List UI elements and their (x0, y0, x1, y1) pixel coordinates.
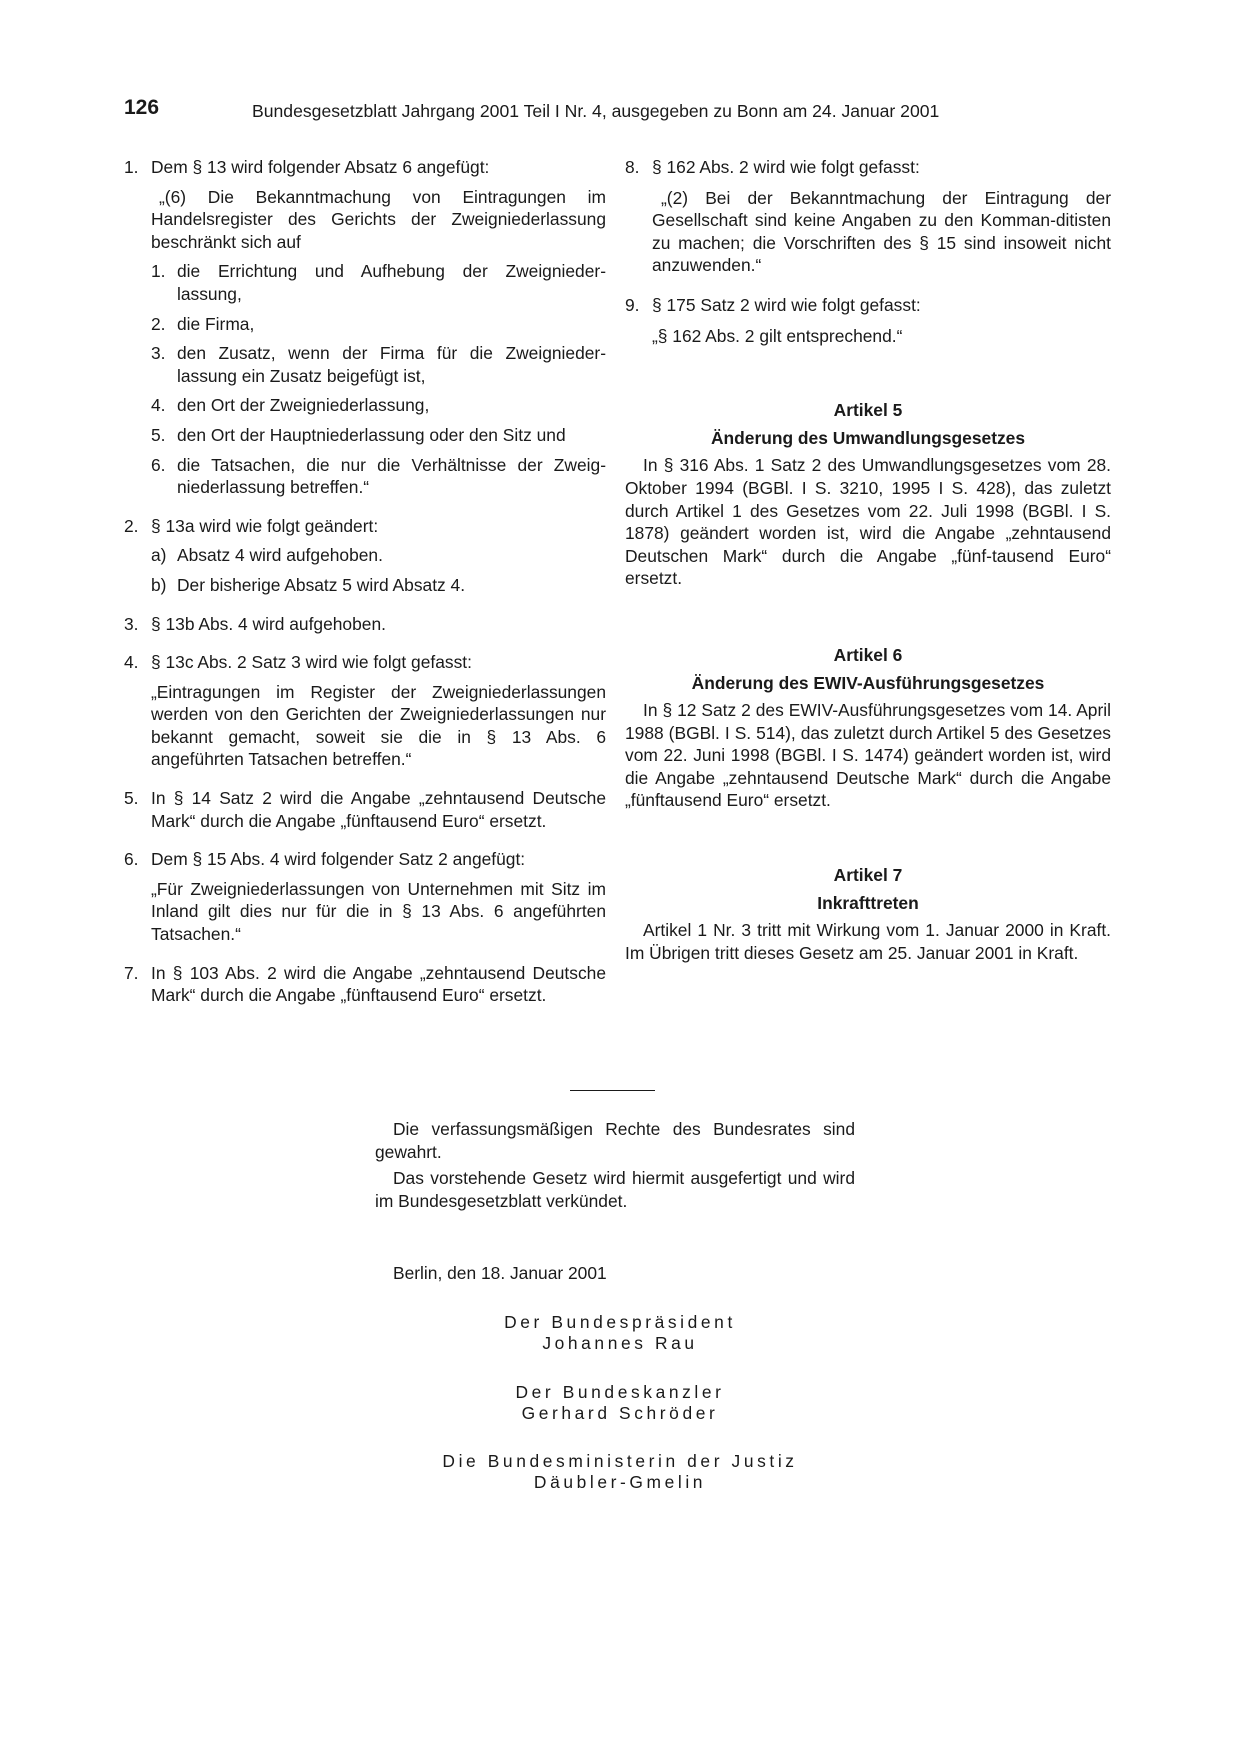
article-5-title: Änderung des Umwandlungsgesetzes (710, 427, 1026, 448)
amendment-item-5 (124, 787, 606, 832)
item-text: § 162 Abs. 2 wird wie folgt gefasst: (652, 157, 920, 177)
article-6-number: Artikel 6 (833, 644, 903, 665)
subitem-number: 6. (151, 454, 166, 475)
subitem (124, 574, 606, 597)
subitem-text: Absatz 4 wird aufgehoben. (177, 545, 383, 566)
item-text: § 13b Abs. 4 wird aufgehoben. (151, 613, 386, 634)
quoted-paragraph: „§ 162 Abs. 2 gilt entsprechend.“ (652, 325, 903, 346)
article-7-number: Artikel 7 (833, 865, 903, 886)
subitem-text: die Firma, (177, 313, 255, 334)
subitem (124, 454, 606, 499)
amendment-item-2 (124, 515, 606, 538)
quoted-paragraph: „Für Zweigniederlassungen von Unternehmen mit Sitz im Inland gilt dies nur für die in § 13 Abs. 6 angeführten Tatsachen.“ (151, 878, 606, 945)
subitem (124, 260, 606, 305)
running-title: Bundesgesetzblatt Jahrgang 2001 Teil I Nr. 4, ausgegeben zu Bonn am 24. Januar 2001 (252, 101, 940, 121)
item-text: Dem § 15 Abs. 4 wird folgender Satz 2 angefügt: (151, 849, 526, 870)
subitem (124, 394, 606, 417)
amendment-item-8 (625, 156, 1111, 179)
item-text: § 13a wird wie folgt geändert: (151, 515, 379, 536)
bundesrat-rights-note: Die verfassungsmäßigen Rechte des Bundesrates sind gewahrt. (375, 1119, 855, 1162)
article-7-title: Inkrafttreten (817, 892, 919, 913)
subitem-text: den Ort der Hauptniederlassung oder den Sitz und (177, 424, 566, 445)
item-number: 9. (625, 294, 640, 315)
amendment-item-1 (124, 156, 606, 179)
subitem-number: 5. (151, 424, 166, 445)
item-text: Dem § 13 wird folgender Absatz 6 angefügt: (151, 157, 490, 177)
subitem-text: Der bisherige Absatz 5 wird Absatz 4. (177, 574, 466, 595)
signatory-name: Däubler-Gmelin (533, 1472, 707, 1492)
item-text: § 13c Abs. 2 Satz 3 wird wie folgt gefasst: (151, 652, 472, 673)
promulgation-note: Das vorstehende Gesetz wird hiermit ausgefertigt und wird im Bundesgesetzblatt verkündet. (375, 1168, 855, 1211)
subitem-number: 1. (151, 261, 166, 282)
subitem-number: 3. (151, 343, 166, 364)
signatory-role: Der Bundespräsident (504, 1312, 736, 1332)
signatory-role: Die Bundesministerin der Justiz (442, 1451, 798, 1471)
subitem-text: den Zusatz, wenn der Firma für die Zweignieder-lassung ein Zusatz beigefügt ist, (177, 343, 606, 386)
subitem-text: die Errichtung und Aufhebung der Zweignieder-lassung, (177, 261, 606, 304)
right-column (625, 156, 1111, 964)
page-number: 126 (124, 96, 160, 119)
signatory-role: Der Bundeskanzler (515, 1382, 725, 1402)
article-7-text: Artikel 1 Nr. 3 tritt mit Wirkung vom 1. Januar 2000 in Kraft. Im Übrigen tritt dieses Gesetz am 25. Januar 2001 in Kraft. (625, 920, 1111, 963)
item-number: 5. (124, 788, 139, 809)
item-number: 8. (625, 157, 640, 177)
quoted-paragraph: „Eintragungen im Register der Zweigniederlassungen werden von den Gerichten der Zweigniederlassungen nur bekannt gemacht, soweit sie die in § 13 Abs. 6 angeführten Tatsachen betreffen.“ (151, 681, 606, 770)
subitem-number: 4. (151, 395, 166, 416)
subitem-text: die Tatsachen, die nur die Verhältnisse der Zweig-niederlassung betreffen.“ (177, 454, 606, 498)
subitem (124, 424, 606, 447)
item-text: In § 103 Abs. 2 wird die Angabe „zehntausend Deutsche Mark“ durch die Angabe „fünftausend Euro“ ersetzt. (151, 962, 606, 1006)
item-number: 1. (124, 157, 139, 177)
article-6-text: In § 12 Satz 2 des EWIV-Ausführungsgesetzes vom 14. April 1988 (BGBl. I S. 514), das zuletzt durch Artikel 5 des Gesetzes vom 22. Juni 1998 (BGBl. I S. 1474) geändert worden ist, wird die Angabe „zehntausend Deutsche Mark“ durch die Angabe „fünftausend Euro“ ersetzt. (625, 700, 1111, 811)
subitem-text: den Ort der Zweigniederlassung, (177, 395, 430, 416)
section-divider (570, 1090, 655, 1091)
subitem-number: b) (151, 574, 167, 595)
signatory-name: Gerhard Schröder (521, 1403, 719, 1423)
item-number: 4. (124, 652, 139, 673)
subitem (124, 313, 606, 336)
article-6-title: Änderung des EWIV-Ausführungsgesetzes (691, 672, 1045, 693)
item-text: In § 14 Satz 2 wird die Angabe „zehntausend Deutsche Mark“ durch die Angabe „fünftausend Euro“ ersetzt. (151, 788, 606, 831)
subitem (124, 544, 606, 567)
item-number: 2. (124, 515, 139, 536)
left-column (124, 156, 606, 1007)
subitem-number: 2. (151, 313, 166, 334)
subitem-number: a) (151, 545, 167, 566)
quoted-paragraph: „(6) Die Bekanntmachung von Eintragungen im Handelsregister des Gerichts der Zweigniederlassung beschränkt sich auf (151, 186, 606, 252)
amendment-item-6 (124, 848, 606, 871)
amendment-item-3 (124, 613, 606, 636)
item-number: 7. (124, 962, 139, 983)
amendment-item-9 (625, 294, 1111, 317)
item-number: 6. (124, 849, 139, 870)
amendment-item-4 (124, 651, 606, 674)
article-5-number: Artikel 5 (833, 400, 903, 421)
place-date: Berlin, den 18. Januar 2001 (393, 1263, 607, 1283)
item-text: § 175 Satz 2 wird wie folgt gefasst: (652, 294, 921, 315)
subitem (124, 342, 606, 387)
item-number: 3. (124, 613, 139, 634)
signatory-name: Johannes Rau (542, 1333, 698, 1353)
amendment-item-7 (124, 962, 606, 1007)
article-5-text: In § 316 Abs. 1 Satz 2 des Umwandlungsgesetzes vom 28. Oktober 1994 (BGBl. I S. 3210, 1995 I S. 428), das zuletzt durch Artikel 1 des Gesetzes vom 22. Juli 1998 (BGBl. I S. 1878) geändert worden ist, wird die Angabe „zehntausend Deutschen Mark“ durch die Angabe „fünf-tausend Euro“ ersetzt. (625, 455, 1111, 589)
quoted-paragraph: „(2) Bei der Bekanntmachung der Eintragung der Gesellschaft sind keine Angaben zu den Komman-ditisten zu machen; die Vorschriften des § 15 sind insoweit nicht anzuwenden.“ (652, 187, 1111, 276)
